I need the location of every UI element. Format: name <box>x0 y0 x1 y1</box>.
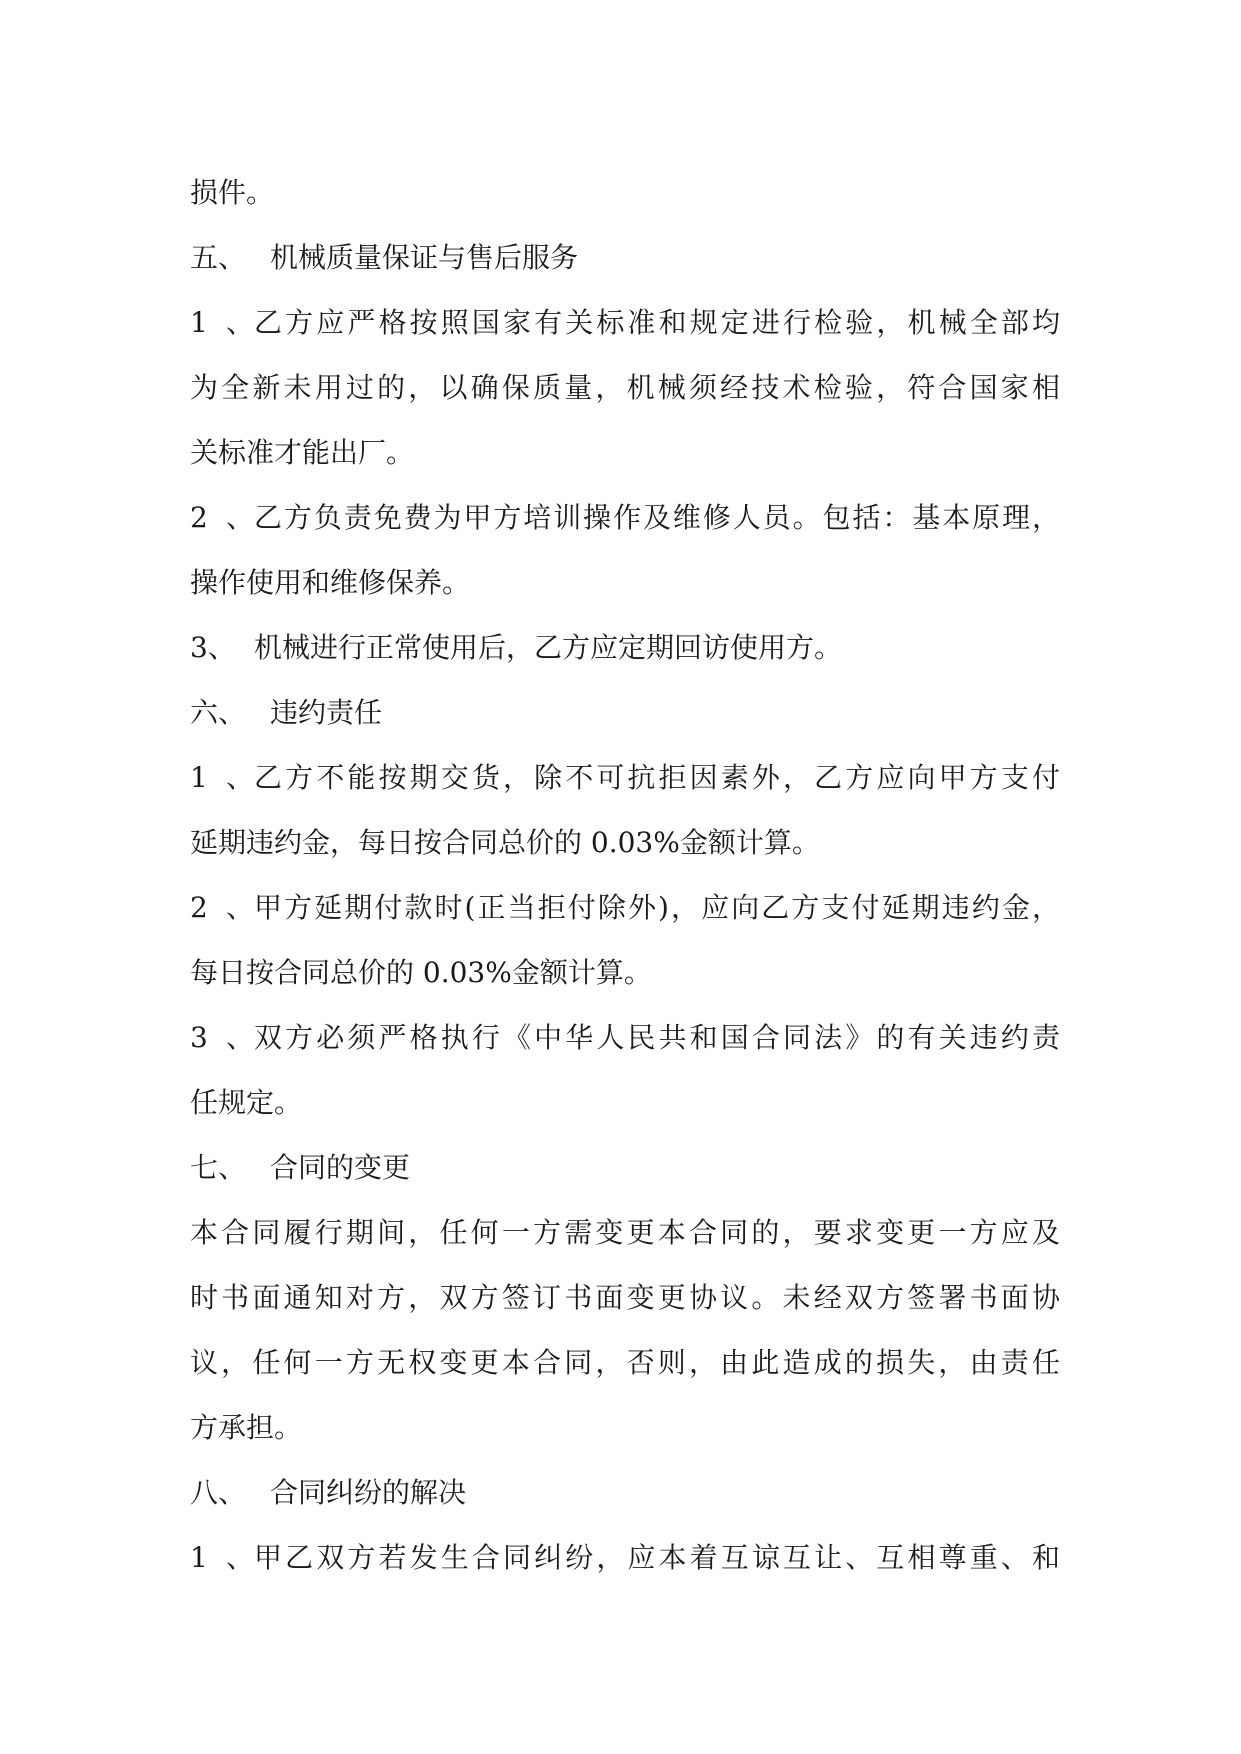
line-text: 关标准才能出厂。 <box>190 436 415 469</box>
section-heading <box>190 225 1060 290</box>
paragraph-line <box>190 615 1060 680</box>
item-number: 五、 <box>190 241 247 274</box>
paragraph-line <box>190 1395 1060 1460</box>
paragraph-line <box>190 1330 1060 1395</box>
document-body <box>190 160 1060 1590</box>
item-number: 2、 <box>190 501 254 534</box>
line-text: 方承担。 <box>190 1411 303 1444</box>
section-heading <box>190 1460 1060 1525</box>
line-text: 合同纠纷的解决 <box>270 1476 467 1509</box>
line-text: 任规定。 <box>190 1086 303 1119</box>
line-text: 延期违约金，每日按合同总价的 0.03%金额计算。 <box>190 826 820 859</box>
paragraph-line <box>190 485 1060 550</box>
line-text: 合同的变更 <box>270 1151 411 1184</box>
item-number: 八、 <box>190 1476 247 1509</box>
paragraph-line <box>190 550 1060 615</box>
paragraph-line <box>190 355 1060 420</box>
paragraph-line <box>190 290 1060 355</box>
item-number: 1、 <box>190 306 254 339</box>
line-text: 违约责任 <box>270 696 383 729</box>
item-number: 1、 <box>190 1541 254 1574</box>
line-text: 乙方应严格按照国家有关标准和规定进行检验，机械全部均 <box>254 306 1060 339</box>
item-number: 2、 <box>190 891 254 924</box>
paragraph-line <box>190 1005 1060 1070</box>
paragraph-line <box>190 745 1060 810</box>
paragraph-line <box>190 1265 1060 1330</box>
item-number: 七、 <box>190 1151 247 1184</box>
line-text: 甲方延期付款时(正当拒付除外)，应向乙方支付延期违约金， <box>254 891 1060 924</box>
item-number: 六、 <box>190 696 247 729</box>
line-text: 为全新未用过的，以确保质量，机械须经技术检验，符合国家相 <box>190 371 1060 404</box>
line-text: 时书面通知对方，双方签订书面变更协议。未经双方签署书面协 <box>190 1281 1060 1314</box>
paragraph-line <box>190 1200 1060 1265</box>
line-text: 每日按合同总价的 0.03%金额计算。 <box>190 956 652 989</box>
line-text: 甲乙双方若发生合同纠纷，应本着互谅互让、互相尊重、和 <box>254 1541 1060 1574</box>
line-text: 双方必须严格执行《中华人民共和国合同法》的有关违约责 <box>254 1021 1060 1054</box>
line-text: 乙方不能按期交货，除不可抗拒因素外，乙方应向甲方支付 <box>254 761 1060 794</box>
line-text: 本合同履行期间，任何一方需变更本合同的，要求变更一方应及 <box>190 1216 1060 1249</box>
paragraph-line <box>190 420 1060 485</box>
line-text: 议，任何一方无权变更本合同，否则，由此造成的损失，由责任 <box>190 1346 1060 1379</box>
line-text: 损件。 <box>190 176 275 209</box>
item-number: 3、 <box>190 1021 254 1054</box>
paragraph-line <box>190 1070 1060 1135</box>
section-heading <box>190 1135 1060 1200</box>
item-number: 1、 <box>190 761 254 794</box>
paragraph-line <box>190 875 1060 940</box>
paragraph-line <box>190 940 1060 1005</box>
item-number: 3、 <box>190 631 236 664</box>
paragraph-line <box>190 160 1060 225</box>
paragraph-line <box>190 810 1060 875</box>
line-text: 机械质量保证与售后服务 <box>270 241 579 274</box>
line-text: 乙方负责免费为甲方培训操作及维修人员。包括：基本原理， <box>254 501 1060 534</box>
section-heading <box>190 680 1060 745</box>
line-text: 操作使用和维修保养。 <box>190 566 471 599</box>
line-text: 机械进行正常使用后，乙方应定期回访使用方。 <box>254 631 843 664</box>
paragraph-line <box>190 1525 1060 1590</box>
